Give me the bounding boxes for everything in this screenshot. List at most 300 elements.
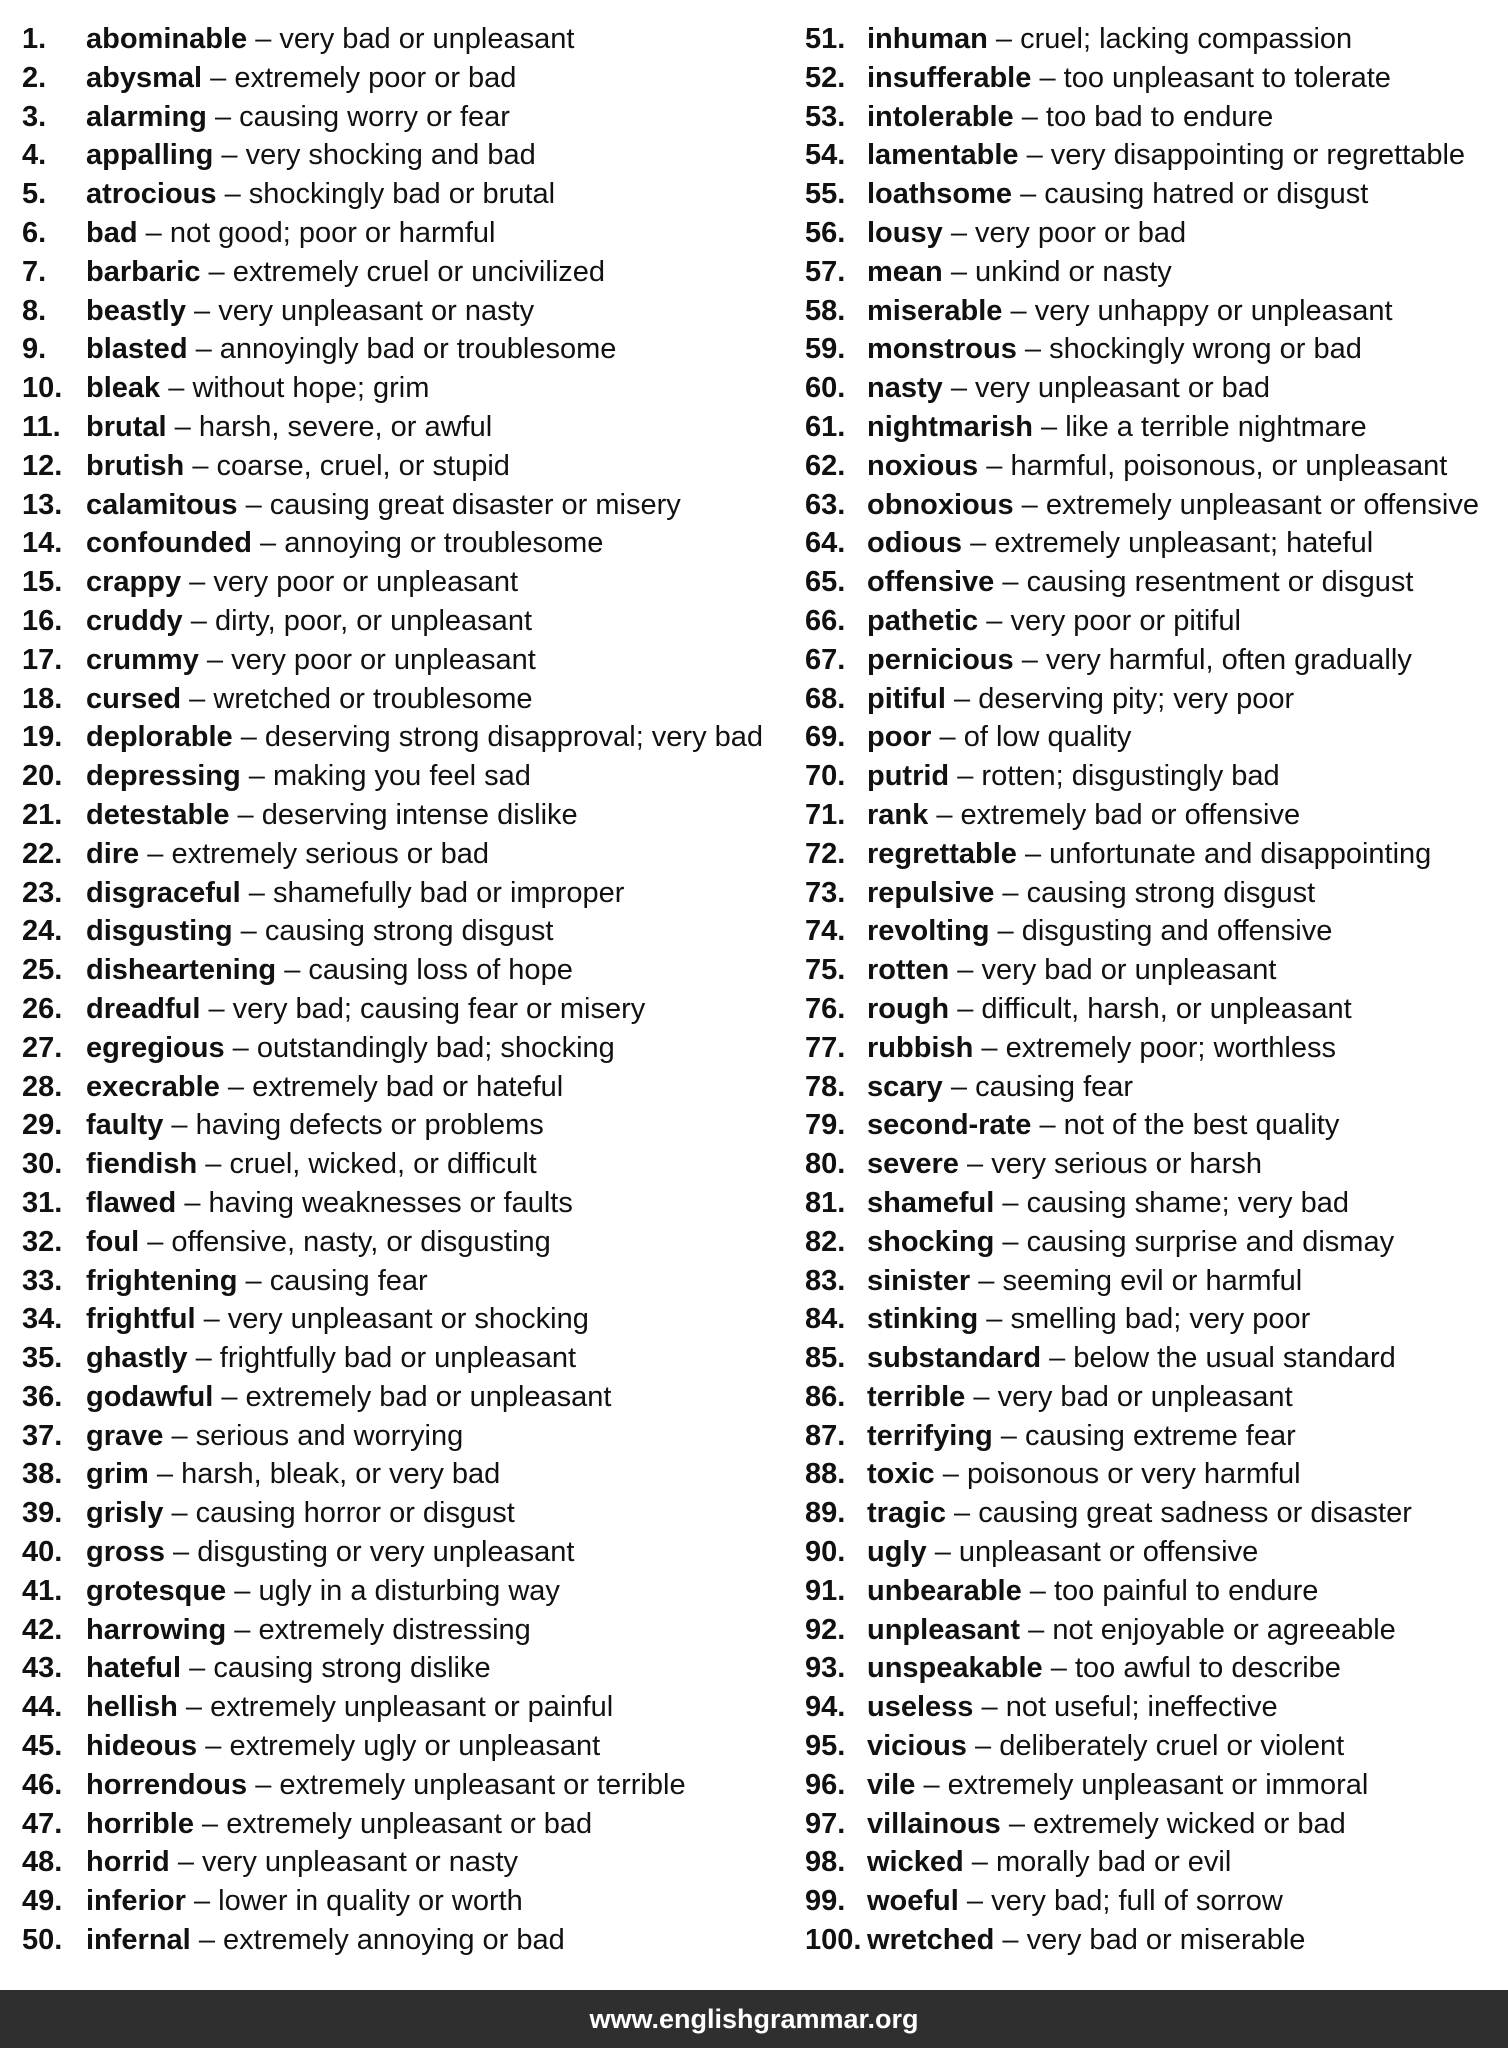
item-definition: extremely unpleasant or immoral [947,1768,1369,1801]
item-number: 25. [22,954,63,987]
list-item [22,292,792,331]
list-item [22,563,792,602]
item-separator: – [189,682,206,715]
item-definition: making you feel sad [272,760,531,793]
item-definition: causing extreme fear [1024,1419,1296,1452]
list-item [805,408,1505,447]
item-separator: – [210,61,227,94]
item-separator: – [198,1924,215,1957]
item-number: 13. [22,488,63,521]
item-word: cursed [86,682,182,715]
item-separator: – [1002,1186,1019,1219]
item-definition: very bad or unpleasant [279,23,575,55]
list-item [805,486,1505,525]
list-item [805,1766,1505,1805]
item-separator: – [1002,876,1019,909]
item-separator: – [1024,837,1042,870]
item-word: grim [86,1458,149,1491]
item-separator: – [986,1303,1003,1336]
item-word: second-rate [867,1109,1032,1142]
item-number: 29. [22,1109,63,1142]
item-word: frightening [86,1264,238,1297]
item-definition: extremely wicked or bad [1033,1807,1346,1840]
item-number: 66. [805,604,846,637]
item-number: 88. [805,1458,846,1491]
list-item [22,602,792,641]
item-number: 89. [805,1497,846,1530]
item-separator: – [224,178,241,211]
item-separator: – [995,23,1013,55]
item-separator: – [1029,1574,1046,1607]
item-word: pernicious [867,643,1014,676]
item-number: 72. [805,837,846,870]
list-item [22,1417,792,1456]
item-separator: – [986,604,1003,637]
item-definition: very unpleasant or bad [975,372,1271,405]
list-item [22,835,792,874]
item-number: 84. [805,1303,846,1336]
item-definition: wretched or troublesome [213,682,533,715]
item-number: 61. [805,410,846,443]
item-definition: very bad; causing fear or misery [232,992,646,1025]
item-definition: lower in quality or worth [218,1885,523,1918]
item-separator: – [227,1070,245,1103]
item-definition: too awful to describe [1074,1652,1341,1685]
item-word: severe [867,1148,959,1181]
item-definition: like a terrible nightmare [1065,410,1367,443]
list-item [805,874,1505,913]
item-separator: – [1026,139,1043,172]
item-word: disgraceful [86,876,241,909]
list-item [805,680,1505,719]
item-word: brutal [86,410,167,443]
item-word: miserable [867,294,1003,327]
item-definition: causing loss of hope [308,954,573,987]
item-number: 97. [805,1807,846,1840]
item-word: bad [86,216,138,249]
item-definition: poisonous or very harmful [966,1458,1301,1491]
item-number: 69. [805,721,846,754]
item-number: 16. [22,604,63,637]
item-definition: very poor or bad [975,216,1187,249]
list-item [22,1494,792,1533]
item-separator: – [981,1691,998,1724]
item-word: inferior [86,1885,186,1918]
item-definition: extremely unpleasant or terrible [279,1768,686,1801]
list-item [805,912,1505,951]
item-word: noxious [867,449,979,482]
item-number: 23. [22,876,63,909]
item-definition: extremely poor; worthless [1005,1031,1337,1064]
item-word: execrable [86,1070,220,1103]
item-definition: of low quality [963,721,1132,754]
item-word: hideous [86,1730,198,1763]
list-item [22,98,792,137]
item-word: villainous [867,1807,1001,1840]
item-separator: – [973,1380,990,1413]
item-word: repulsive [867,876,995,909]
list-item [22,408,792,447]
item-word: hateful [86,1652,182,1685]
item-separator: – [966,1885,984,1918]
item-definition: causing fear [269,1264,428,1297]
item-word: horrible [86,1807,194,1840]
item-separator: – [939,721,956,754]
item-number: 53. [805,100,846,133]
item-definition: deliberately cruel or violent [999,1730,1345,1763]
item-number: 93. [805,1652,846,1685]
item-definition: very poor or unpleasant [231,643,536,676]
item-word: rubbish [867,1031,974,1064]
list-item [805,98,1505,137]
list-item [805,1688,1505,1727]
item-separator: – [1050,1652,1067,1685]
item-number: 19. [22,721,63,754]
item-separator: – [1021,643,1038,676]
item-number: 35. [22,1342,63,1375]
item-definition: causing resentment or disgust [1026,566,1414,599]
list-item [22,796,792,835]
item-separator: – [934,1536,951,1569]
item-word: revolting [867,915,990,948]
item-word: crummy [86,643,199,676]
list-item [805,1882,1505,1921]
item-number: 4. [22,139,47,172]
item-word: scary [867,1070,943,1103]
item-number: 62. [805,449,846,482]
item-separator: – [189,1652,206,1685]
item-separator: – [237,798,254,831]
footer-website-link[interactable]: www.englishgrammar.org [589,2003,919,2034]
item-separator: – [1021,488,1038,521]
item-number: 76. [805,992,846,1025]
list-item [805,1417,1505,1456]
list-item [22,1688,792,1727]
item-definition: difficult, harsh, or unpleasant [981,992,1352,1025]
item-separator: – [208,992,225,1025]
list-item [805,1533,1505,1572]
item-number: 3. [22,100,47,133]
item-word: shocking [867,1225,995,1258]
item-definition: serious and worrying [195,1419,464,1452]
item-word: pitiful [867,682,946,715]
item-definition: too unpleasant to tolerate [1063,61,1391,94]
item-separator: – [950,372,967,405]
item-number: 54. [805,139,846,172]
item-definition: not of the best quality [1063,1109,1340,1142]
item-number: 22. [22,837,63,870]
list-item [22,486,792,525]
item-word: fiendish [86,1148,198,1181]
list-item [805,1378,1505,1417]
item-number: 78. [805,1070,846,1103]
list-item [805,990,1505,1029]
item-word: disgusting [86,915,233,948]
item-separator: – [205,1148,222,1181]
list-item [805,1843,1505,1882]
item-separator: – [997,915,1014,948]
item-word: crappy [86,566,182,599]
item-separator: – [174,410,191,443]
item-definition: causing surprise and dismay [1026,1225,1395,1258]
item-separator: – [194,294,211,327]
list-item [22,1339,792,1378]
item-definition: shockingly wrong or bad [1049,333,1362,366]
item-number: 71. [805,798,846,831]
item-word: inhuman [867,23,988,55]
list-item [805,796,1505,835]
item-separator: – [957,992,974,1025]
word-list-right-column [805,20,1505,1960]
item-number: 50. [22,1924,63,1957]
item-word: frightful [86,1303,196,1336]
list-item [805,1223,1505,1262]
list-item [805,1611,1505,1650]
item-separator: – [1002,1924,1019,1957]
item-word: insufferable [867,61,1032,94]
item-definition: causing strong dislike [213,1652,491,1685]
item-word: barbaric [86,255,201,288]
item-number: 9. [22,333,47,366]
item-separator: – [245,1264,262,1297]
item-separator: – [954,1497,971,1530]
item-definition: extremely unpleasant or painful [210,1691,614,1724]
item-separator: – [190,604,207,637]
item-number: 27. [22,1031,63,1064]
item-separator: – [206,643,224,676]
item-word: monstrous [867,333,1017,366]
item-word: dreadful [86,992,201,1025]
item-word: confounded [86,527,252,560]
item-number: 95. [805,1730,846,1763]
list-item [22,1300,792,1339]
item-separator: – [259,527,277,560]
item-definition: very unpleasant or nasty [218,294,535,327]
item-separator: – [232,1031,249,1064]
item-number: 77. [805,1031,846,1064]
item-separator: – [975,1730,992,1763]
item-definition: extremely unpleasant or bad [226,1807,593,1840]
item-word: grisly [86,1497,164,1530]
list-item [22,1649,792,1688]
item-word: abominable [86,23,248,55]
item-word: ghastly [86,1342,188,1375]
list-item [805,447,1505,486]
item-separator: – [147,1225,164,1258]
list-item [22,59,792,98]
item-separator: – [1002,1225,1019,1258]
item-definition: causing worry or fear [239,100,510,133]
item-number: 30. [22,1148,63,1181]
item-separator: – [255,1768,272,1801]
item-word: useless [867,1691,974,1724]
item-definition: having weaknesses or faults [208,1186,573,1219]
item-word: nasty [867,372,943,405]
item-separator: – [195,1342,212,1375]
item-separator: – [145,216,162,249]
list-item [22,1921,792,1960]
list-item [22,1805,792,1844]
item-number: 70. [805,760,846,793]
item-separator: – [1002,566,1019,599]
item-separator: – [970,527,987,560]
item-word: terrifying [867,1419,993,1452]
item-definition: extremely serious or bad [171,837,489,870]
item-number: 56. [805,216,846,249]
item-separator: – [221,1380,238,1413]
item-definition: extremely annoying or bad [223,1924,565,1957]
item-definition: harsh, severe, or awful [198,410,493,443]
list-item [805,1805,1505,1844]
list-item [22,1184,792,1223]
list-item [22,524,792,563]
item-separator: – [950,255,967,288]
list-item [805,1068,1505,1107]
item-number: 85. [805,1342,846,1375]
item-word: loathsome [867,178,1013,211]
item-number: 47. [22,1807,63,1840]
item-number: 43. [22,1652,63,1685]
item-definition: extremely bad or hateful [252,1070,564,1103]
item-number: 74. [805,915,846,948]
item-separator: – [171,1419,188,1452]
item-number: 26. [22,992,63,1025]
list-item [805,369,1505,408]
item-word: infernal [86,1924,191,1957]
item-word: horrid [86,1846,170,1879]
item-separator: – [214,100,232,133]
item-definition: extremely cruel or uncivilized [232,255,606,288]
item-separator: – [234,1613,251,1646]
item-word: putrid [867,760,950,793]
list-item [22,680,792,719]
item-word: horrendous [86,1768,248,1801]
item-definition: offensive, nasty, or disgusting [171,1225,551,1258]
item-definition: causing horror or disgust [195,1497,515,1530]
item-definition: very unhappy or unpleasant [1034,294,1393,327]
item-definition: smelling bad; very poor [1010,1303,1311,1336]
item-number: 67. [805,643,846,676]
item-definition: coarse, cruel, or stupid [216,449,510,482]
item-word: intolerable [867,100,1014,133]
item-word: detestable [86,798,230,831]
item-number: 32. [22,1225,63,1258]
item-separator: – [195,333,212,366]
item-separator: – [221,139,238,172]
item-number: 52. [805,61,846,94]
item-definition: rotten; disgustingly bad [981,760,1280,793]
footer-bar [0,1990,1508,2048]
item-word: dire [86,837,140,870]
item-number: 38. [22,1458,63,1491]
list-item [22,1727,792,1766]
item-number: 73. [805,876,846,909]
item-word: vicious [867,1730,967,1763]
list-item [22,990,792,1029]
item-definition: very bad; full of sorrow [991,1885,1283,1918]
item-definition: unpleasant or offensive [958,1536,1259,1569]
item-separator: – [202,1807,219,1840]
item-word: terrible [867,1380,966,1413]
item-definition: very serious or harsh [991,1148,1262,1181]
item-number: 37. [22,1419,63,1452]
item-word: pathetic [867,604,979,637]
item-number: 14. [22,527,63,560]
item-separator: – [248,876,265,909]
item-separator: – [1039,1109,1056,1142]
item-number: 1. [22,23,47,55]
item-separator: – [981,1031,998,1064]
item-number: 34. [22,1303,63,1336]
item-definition: harsh, bleak, or very bad [181,1458,501,1491]
item-word: unbearable [867,1574,1022,1607]
item-definition: disgusting or very unpleasant [197,1536,575,1569]
item-definition: very poor or unpleasant [213,566,519,599]
item-word: flawed [86,1186,177,1219]
item-definition: deserving pity; very poor [978,682,1295,715]
item-separator: – [1010,294,1027,327]
item-number: 39. [22,1497,63,1530]
item-number: 41. [22,1574,63,1607]
item-definition: frightfully bad or unpleasant [219,1342,577,1375]
item-word: nightmarish [867,410,1033,443]
item-definition: annoying or troublesome [284,527,604,560]
list-item [805,292,1505,331]
item-definition: causing great sadness or disaster [978,1497,1412,1530]
item-definition: ugly in a disturbing way [258,1574,560,1607]
item-separator: – [950,216,967,249]
item-number: 11. [22,410,61,443]
item-separator: – [950,1070,968,1103]
list-item [805,1921,1505,1960]
item-number: 46. [22,1768,63,1801]
list-item [805,1649,1505,1688]
item-definition: causing strong disgust [1026,876,1316,909]
item-word: offensive [867,566,995,599]
item-word: gross [86,1536,165,1569]
item-word: rough [867,992,950,1025]
item-word: grave [86,1419,164,1452]
list-item [22,951,792,990]
item-definition: not enjoyable or agreeable [1052,1613,1396,1646]
item-separator: – [185,1691,203,1724]
list-item [805,757,1505,796]
item-definition: shamefully bad or improper [272,876,625,909]
list-item [805,1455,1505,1494]
item-separator: – [171,1109,188,1142]
item-number: 8. [22,294,47,327]
item-number: 58. [805,294,846,327]
list-item [22,641,792,680]
item-number: 91. [805,1574,846,1607]
item-separator: – [177,1846,194,1879]
item-word: substandard [867,1342,1042,1375]
item-word: egregious [86,1031,225,1064]
item-number: 17. [22,643,63,676]
item-number: 68. [805,682,846,715]
list-item [805,214,1505,253]
item-definition: very bad or unpleasant [981,954,1277,987]
item-word: disheartening [86,954,277,987]
item-separator: – [192,449,209,482]
list-item [22,175,792,214]
item-definition: unfortunate and disappointing [1049,837,1432,870]
item-definition: extremely unpleasant; hateful [994,527,1374,560]
item-separator: – [184,1186,201,1219]
item-number: 15. [22,566,63,599]
item-definition: very disappointing or regrettable [1050,139,1466,172]
list-item [805,602,1505,641]
